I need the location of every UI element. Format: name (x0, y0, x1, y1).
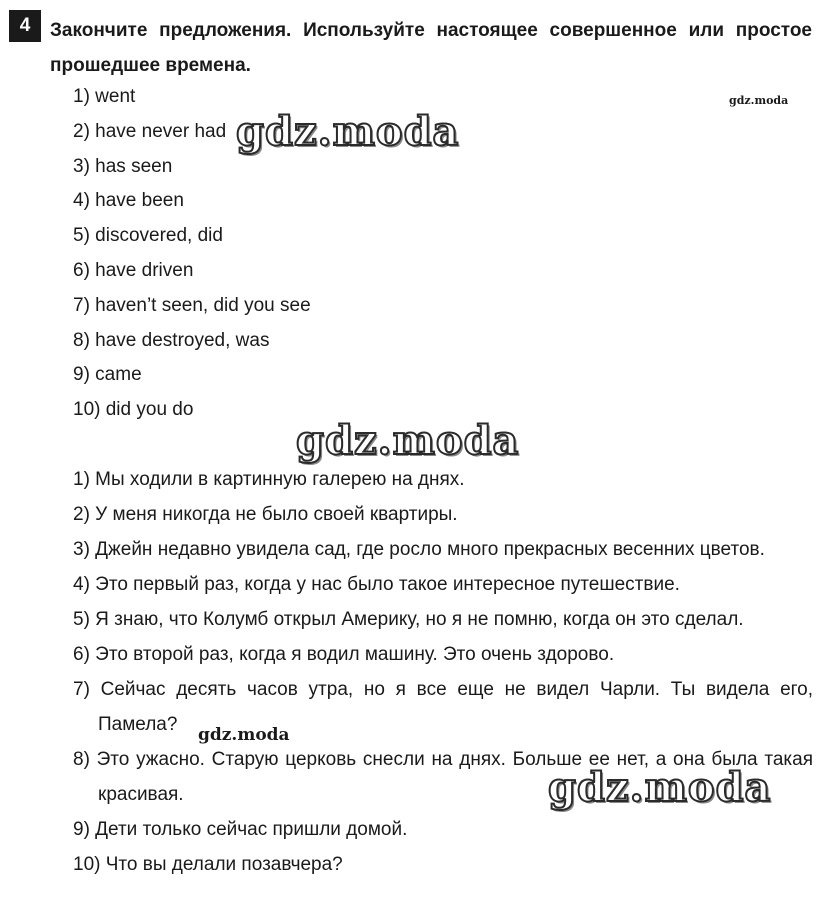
translation-item-9: 9) Дети только сейчас пришли домой. (73, 819, 408, 840)
translation-item-1: 1) Мы ходили в картинную галерею на днях. (73, 469, 465, 490)
translation-item-4: 4) Это первый раз, когда у нас было такое интересное путешествие. (73, 574, 680, 595)
translation-item-3: 3) Джейн недавно увидела сад, где росло много прекрасных весенних цветов. (73, 539, 765, 560)
translations-list (73, 462, 813, 882)
watermark-small-mid: gdz.moda (198, 725, 290, 745)
answer-item-10: 10) did you do (73, 399, 194, 421)
answer-item-5: 5) discovered, did (73, 225, 223, 247)
watermark-large-2: gdz.moda (296, 417, 520, 464)
answer-item-4: 4) have been (73, 190, 184, 212)
task-instruction: Закончите предложения. Используйте настоящее совершенное или простое прошедшее времена. (50, 20, 812, 76)
answer-item-1: 1) went (73, 86, 136, 107)
translation-item-7: 7) Сейчас десять часов утра, но я все еще не видел Чарли. Ты видела его, Памела? (73, 679, 813, 735)
answer-item-9: 9) came (73, 364, 142, 386)
answer-item-6: 6) have driven (73, 259, 194, 281)
translation-item-10: 10) Что вы делали позавчера? (73, 854, 343, 875)
task-number-badge: 4 (9, 10, 41, 42)
translation-item-8: 8) Это ужасно. Старую церковь снесли на днях. Больше ее нет, а она была такая красивая. (73, 749, 813, 805)
answer-item-7: 7) haven’t seen, did you see (73, 294, 311, 316)
answer-item-3: 3) has seen (73, 155, 173, 177)
watermark-large-1: gdz.moda (236, 108, 460, 155)
answer-item-8: 8) have destroyed, was (73, 329, 270, 351)
translation-item-6: 6) Это второй раз, когда я водил машину. Это очень здорово. (73, 644, 615, 665)
watermark-small-top: gdz.moda (729, 94, 789, 107)
translation-item-2: 2) У меня никогда не было своей квартиры. (73, 504, 458, 525)
translation-item-5: 5) Я знаю, что Колумб открыл Америку, но я не помню, когда он это сделал. (73, 609, 744, 630)
answer-item-2: 2) have never had (73, 120, 227, 142)
watermark-large-3: gdz.moda (548, 764, 772, 811)
